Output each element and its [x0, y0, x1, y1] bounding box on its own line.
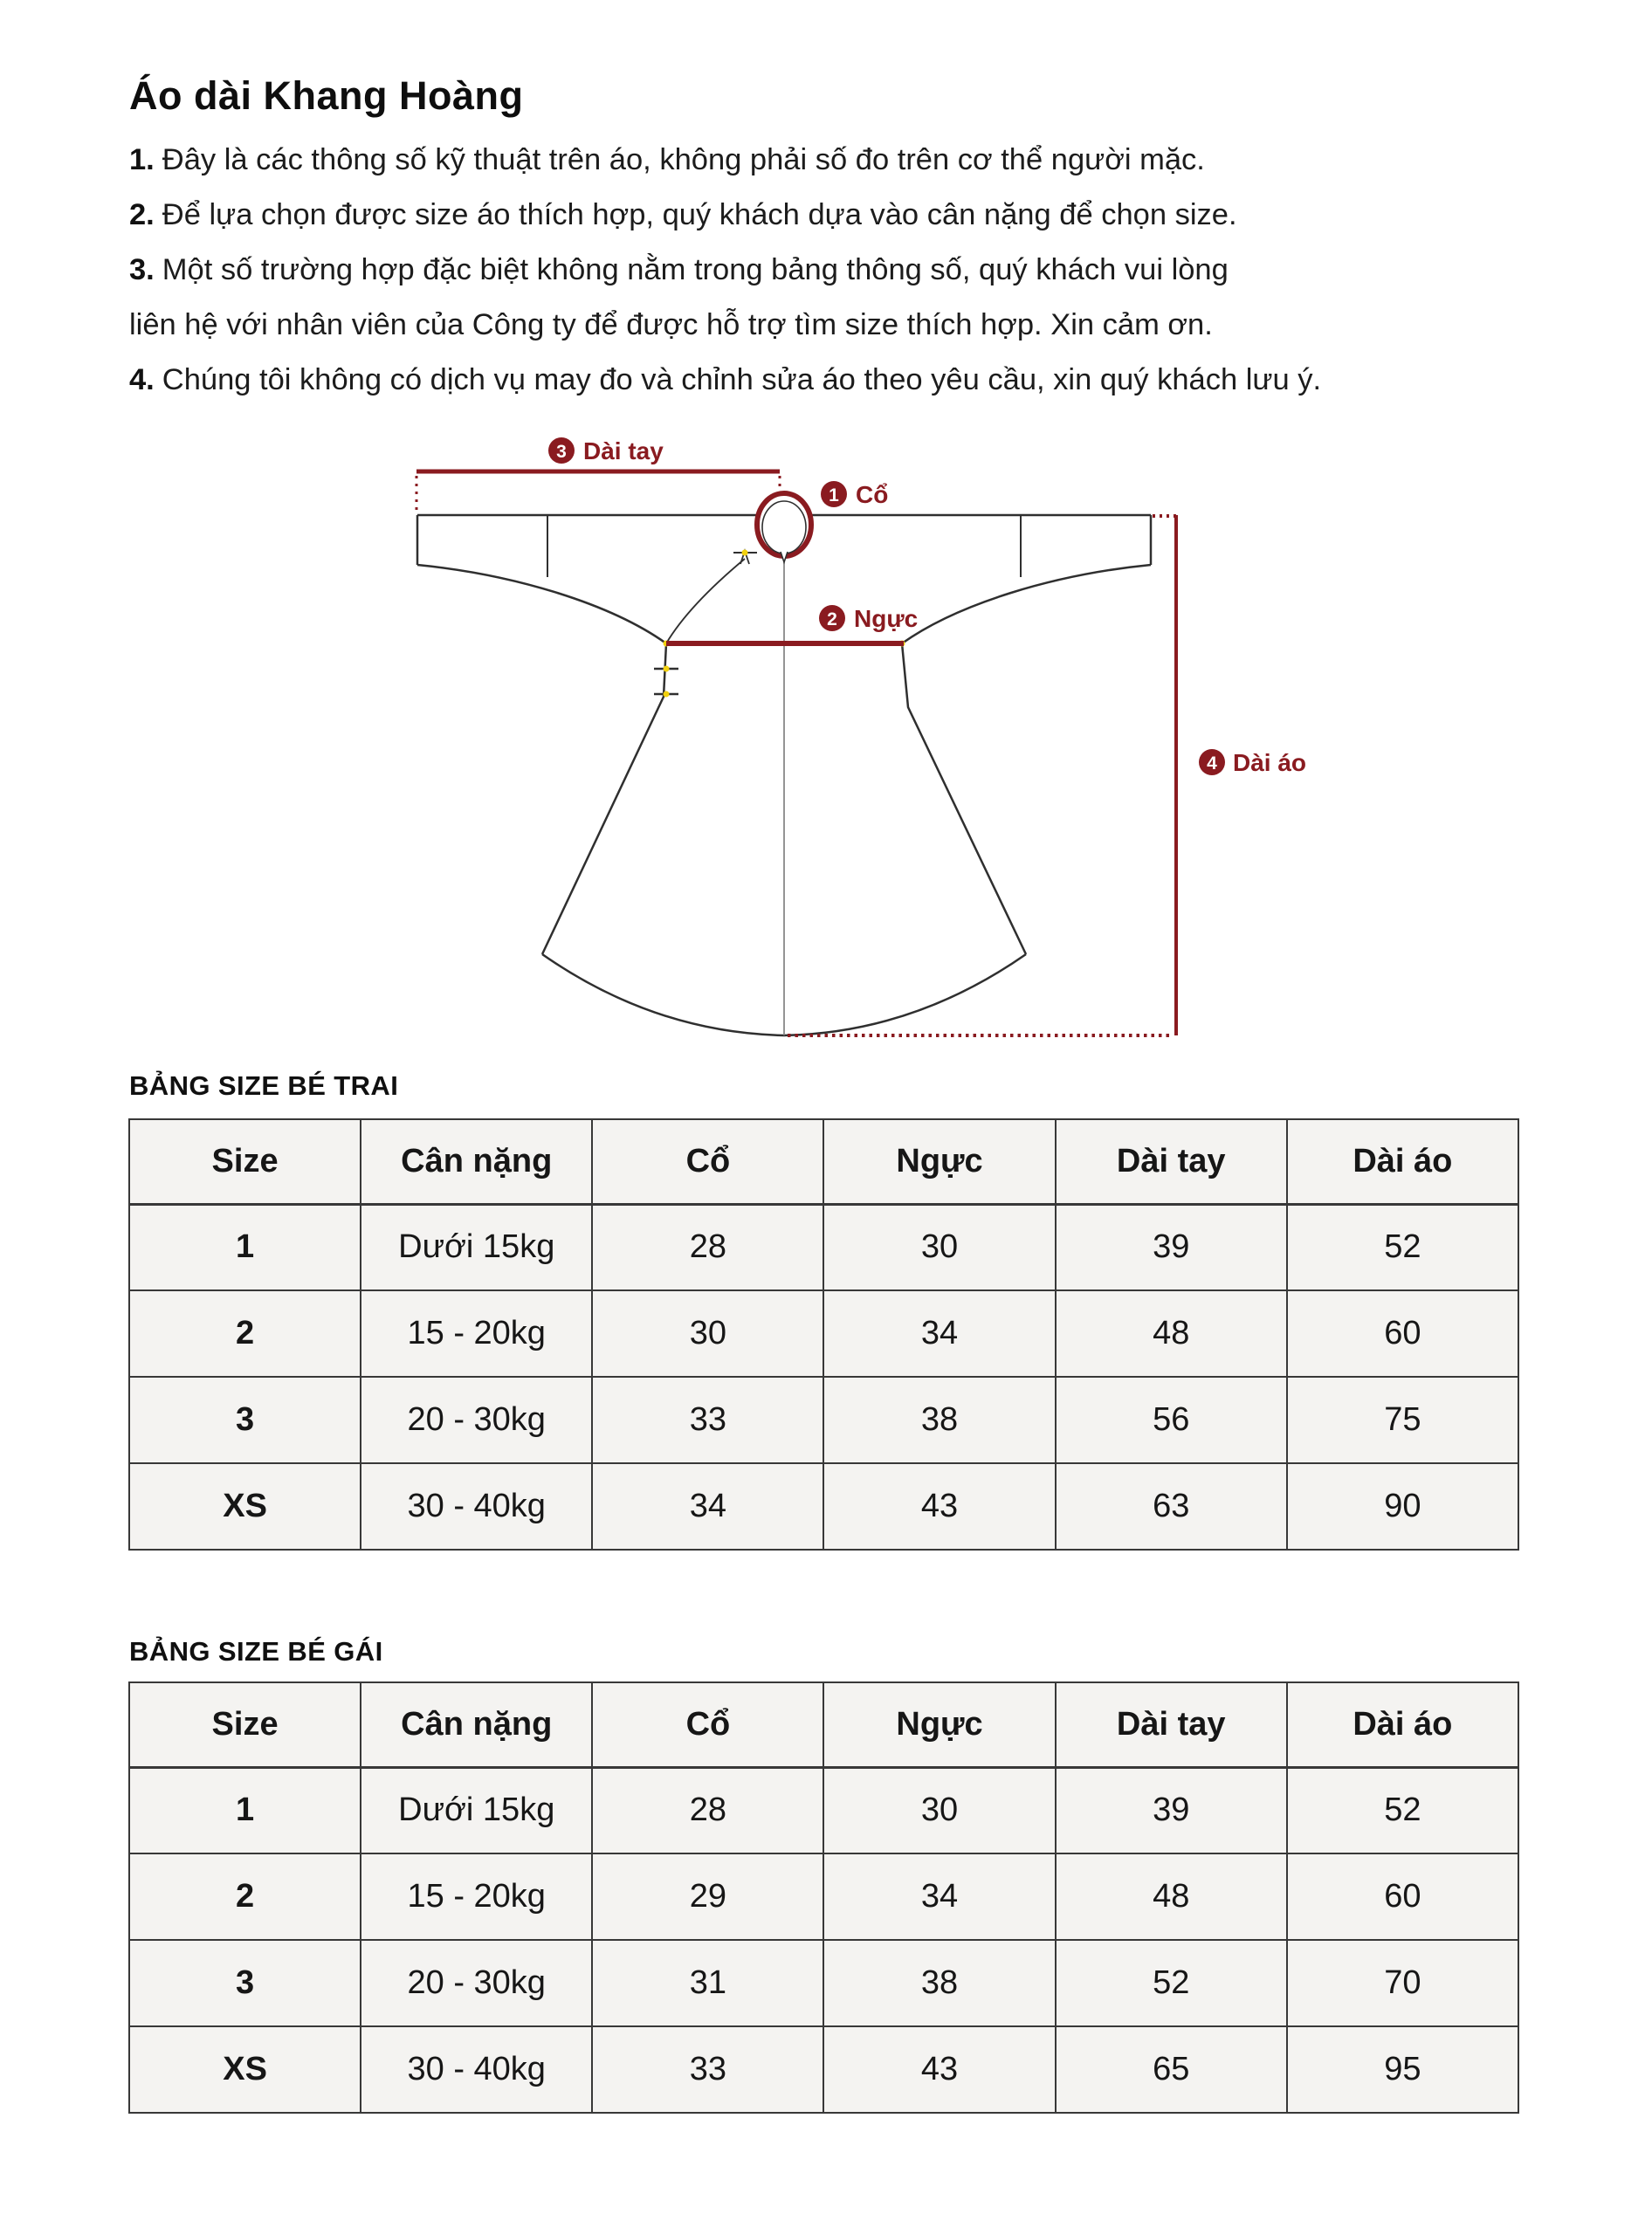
notes-list: [129, 133, 1491, 408]
table-cell: 38: [823, 1377, 1055, 1463]
table-cell: Dưới 15kg: [361, 1767, 592, 1853]
ao-dai-measurement-diagram: [375, 410, 1353, 1048]
girls-table-title: BẢNG SIZE BÉ GÁI: [129, 1636, 383, 1667]
header-cell: Dài áo: [1287, 1682, 1518, 1767]
table-cell: 75: [1287, 1377, 1518, 1463]
table-row: [129, 1463, 1518, 1550]
table-cell: 33: [592, 1377, 823, 1463]
dim-label-text: Cổ: [856, 481, 889, 508]
badge-number: 3: [556, 442, 567, 462]
table-row: [129, 1940, 1518, 2026]
table-header-row: [129, 1682, 1518, 1767]
table-row: [129, 1767, 1518, 1853]
table-cell: 1: [129, 1204, 361, 1290]
note-line: [129, 243, 1491, 298]
table-cell: 56: [1056, 1377, 1287, 1463]
table-cell: 30: [592, 1290, 823, 1377]
table-cell: 30 - 40kg: [361, 1463, 592, 1550]
table-cell: 38: [823, 1940, 1055, 2026]
table-row: [129, 1290, 1518, 1377]
table-cell: 3: [129, 1940, 361, 2026]
label-nguc: [819, 605, 918, 632]
table-cell: 28: [592, 1204, 823, 1290]
dim-label-text: Ngực: [854, 605, 919, 632]
table-cell: 52: [1287, 1767, 1518, 1853]
header-cell: Ngực: [823, 1119, 1055, 1204]
table-cell: 30: [823, 1767, 1055, 1853]
table-cell: 34: [592, 1463, 823, 1550]
table-cell: 39: [1056, 1767, 1287, 1853]
header-cell: Cân nặng: [361, 1682, 592, 1767]
table-cell: 29: [592, 1853, 823, 1940]
header-cell: Cân nặng: [361, 1119, 592, 1204]
boys-table-title: BẢNG SIZE BÉ TRAI: [129, 1070, 399, 1101]
table-cell: 15 - 20kg: [361, 1290, 592, 1377]
dim-label-text: Dài tay: [583, 437, 664, 464]
table-cell: 28: [592, 1767, 823, 1853]
note-number: 1.: [129, 143, 155, 176]
note-line: [129, 298, 1491, 353]
girls-size-table: [128, 1681, 1519, 2114]
table-cell: XS: [129, 2026, 361, 2113]
table-cell: 60: [1287, 1290, 1518, 1377]
table-cell: 65: [1056, 2026, 1287, 2113]
note-line: [129, 133, 1491, 188]
table-cell: 2: [129, 1290, 361, 1377]
note-number: 3.: [129, 253, 155, 286]
dim-label-text: Dài áo: [1233, 749, 1307, 776]
note-number: 2.: [129, 198, 155, 231]
table-cell: 2: [129, 1853, 361, 1940]
boys-size-table: [128, 1118, 1519, 1551]
badge-number: 2: [827, 609, 837, 629]
table-cell: 31: [592, 1940, 823, 2026]
table-header-row: [129, 1119, 1518, 1204]
header-cell: Cổ: [592, 1119, 823, 1204]
table-cell: 52: [1056, 1940, 1287, 2026]
table-cell: 39: [1056, 1204, 1287, 1290]
header-cell: Size: [129, 1682, 361, 1767]
table-cell: 95: [1287, 2026, 1518, 2113]
table-cell: 20 - 30kg: [361, 1377, 592, 1463]
table-cell: 43: [823, 2026, 1055, 2113]
table-cell: 34: [823, 1290, 1055, 1377]
page-title: Áo dài Khang Hoàng: [129, 73, 524, 118]
header-cell: Cổ: [592, 1682, 823, 1767]
table-cell: 60: [1287, 1853, 1518, 1940]
header-cell: Ngực: [823, 1682, 1055, 1767]
note-text: Một số trường hợp đặc biệt không nằm trong bảng thông số, quý khách vui lòng: [162, 253, 1229, 286]
header-cell: Dài tay: [1056, 1682, 1287, 1767]
note-line: [129, 353, 1491, 408]
table-cell: XS: [129, 1463, 361, 1550]
table-cell: 48: [1056, 1853, 1287, 1940]
badge-number: 4: [1207, 753, 1217, 774]
note-text: Để lựa chọn được size áo thích hợp, quý khách dựa vào cân nặng để chọn size.: [162, 198, 1237, 231]
collar-ring: [757, 493, 811, 556]
table-cell: 90: [1287, 1463, 1518, 1550]
header-cell: Dài áo: [1287, 1119, 1518, 1204]
label-co: [821, 481, 888, 508]
table-row: [129, 1377, 1518, 1463]
note-text: liên hệ với nhân viên của Công ty để được hỗ trợ tìm size thích hợp. Xin cảm ơn.: [129, 308, 1213, 341]
table-row: [129, 2026, 1518, 2113]
note-number: 4.: [129, 363, 155, 396]
table-row: [129, 1853, 1518, 1940]
collar-notch: [781, 552, 788, 562]
header-cell: Size: [129, 1119, 361, 1204]
note-text: Chúng tôi không có dịch vụ may đo và chỉnh sửa áo theo yêu cầu, xin quý khách lưu ý.: [162, 363, 1322, 396]
table-cell: 30 - 40kg: [361, 2026, 592, 2113]
label-dai-ao: [1199, 749, 1306, 776]
header-cell: Dài tay: [1056, 1119, 1287, 1204]
table-cell: 43: [823, 1463, 1055, 1550]
note-text: Đây là các thông số kỹ thuật trên áo, không phải số đo trên cơ thể người mặc.: [162, 143, 1205, 176]
table-cell: 30: [823, 1204, 1055, 1290]
table-cell: Dưới 15kg: [361, 1204, 592, 1290]
garment-outline: [417, 515, 1151, 1035]
table-cell: 70: [1287, 1940, 1518, 2026]
table-cell: 1: [129, 1767, 361, 1853]
label-dai-tay: [548, 437, 664, 464]
table-row: [129, 1204, 1518, 1290]
table-cell: 3: [129, 1377, 361, 1463]
table-cell: 15 - 20kg: [361, 1853, 592, 1940]
dimension-lines: [416, 471, 1176, 1035]
table-cell: 63: [1056, 1463, 1287, 1550]
note-line: [129, 188, 1491, 243]
table-cell: 34: [823, 1853, 1055, 1940]
table-cell: 20 - 30kg: [361, 1940, 592, 2026]
badge-number: 1: [829, 485, 839, 505]
table-cell: 52: [1287, 1204, 1518, 1290]
table-cell: 48: [1056, 1290, 1287, 1377]
table-cell: 33: [592, 2026, 823, 2113]
